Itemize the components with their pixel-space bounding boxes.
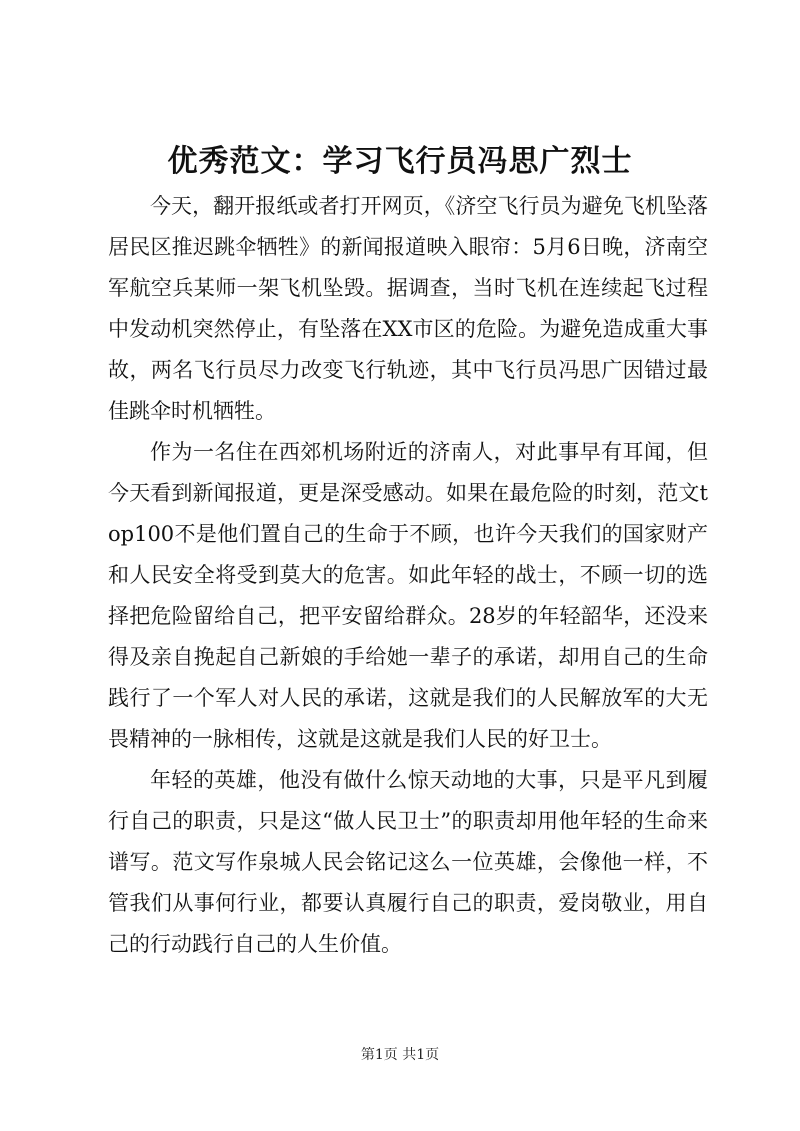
paragraph-1: 今天，翻开报纸或者打开网页，《济空飞行员为避免飞机坠落居民区推迟跳伞牺牲》的新闻报道映入眼帘：5月6日晚，济南空军航空兵某师一架飞机坠毁。据调查，当时飞机在连续起飞过程中发动机突然停止，有坠落在XX市区的危险。为避免造成重大事故，两名飞行员尽力改变飞行轨迹，其中飞行员冯思广因错过最佳跳伞时机牺牲。 [108,194,708,423]
page-footer: 第1页 共1页 [360,1047,440,1063]
document-body [108,186,708,965]
paragraph-3: 年轻的英雄，他没有做什么惊天动地的大事，只是平凡到履行自己的职责，只是这“做人民卫士”的职责却用他年轻的生命来谱写。范文写作泉城人民会铭记这么一位英雄，会像他一样，不管我们从事何行业，都要认真履行自己的职责，爱岗敬业，用自己的行动践行自己的人生价值。 [108,768,708,956]
document-title: 优秀范文：学习飞行员冯思广烈士 [167,144,633,179]
paragraph-2: 作为一名住在西郊机场附近的济南人，对此事早有耳闻，但今天看到新闻报道，更是深受感动。如果在最危险的时刻，范文top100不是他们置自己的生命于不顾，也许今天我们的国家财产和人民安全将受到莫大的危害。如此年轻的战士，不顾一切的选择把危险留给自己，把平安留给群众。28岁的年轻韶华，还没来得及亲自挽起自己新娘的手给她一辈子的承诺，却用自己的生命践行了一个军人对人民的承诺，这就是我们的人民解放军的大无畏精神的一脉相传，这就是这就是我们人民的好卫士。 [108,440,708,751]
